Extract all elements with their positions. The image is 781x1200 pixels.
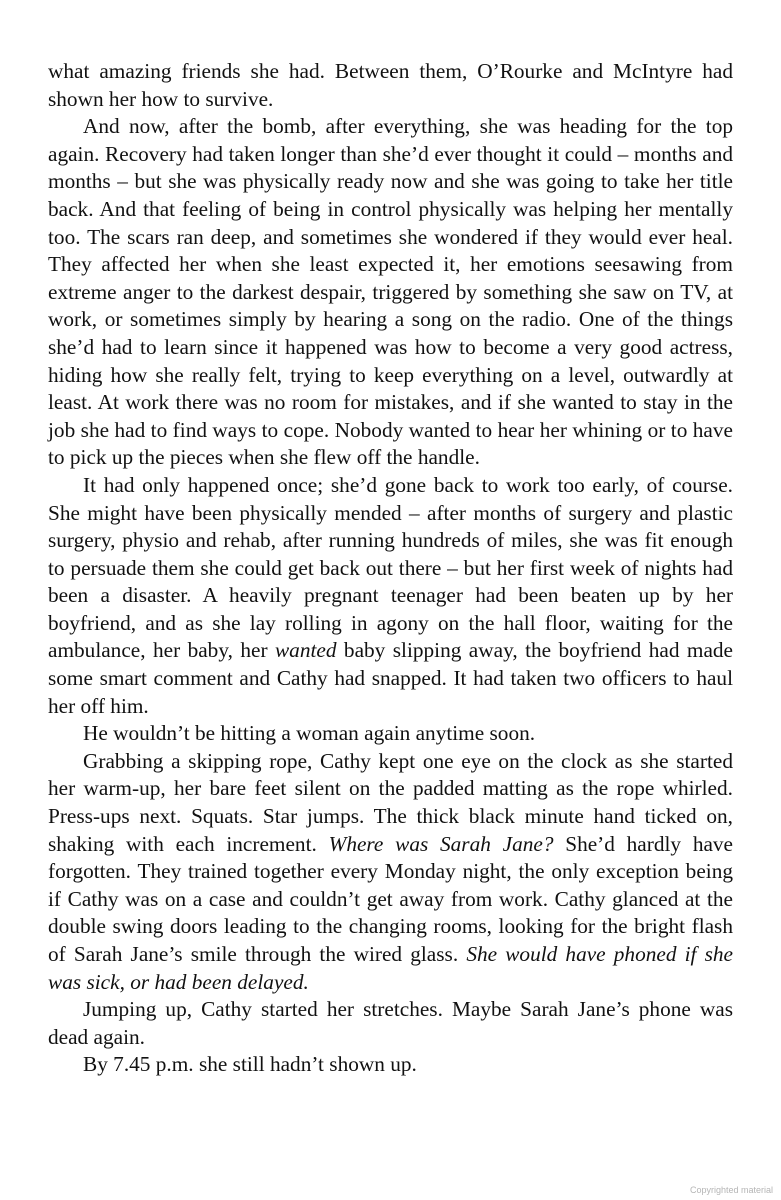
paragraph-3-text-b: baby slipping away, the boyfriend had made some smart comment and Cathy had snapped. It had taken two officers to haul her off him. [48, 638, 733, 718]
paragraph-5-emphasis-1: Where was Sarah Jane? [328, 831, 554, 856]
paragraph-3 [48, 472, 733, 720]
paragraph-3-text-a: It had only happened once; she’d gone back to work too early, of course. She might have been physically mended – after months of surgery and plastic surgery, physio and rehab, after running hundreds of miles, she was fit enough to persuade them she could get back out there – but her first week of nights had been a disaster. A heavily pregnant teenager had been beaten up by her boyfriend, and as she lay rolling in agony on the hall floor, waiting for the ambulance, her baby, her [48, 472, 733, 663]
paragraph-3-emphasis: wanted [274, 638, 337, 663]
paragraph-2-text: And now, after the bomb, after everything, she was heading for the top again. Recovery had taken longer than she’d ever thought it could – months and months – but she was physically ready now and she was going to take her title back. And that feeling of being in control physically was helping her mentally too. The scars ran deep, and sometimes she wondered if they would ever heal. They affected her when she least expected it, her emotions seesawing from extreme anger to the darkest despair, triggered by something she saw on TV, at work, or sometimes simply by hearing a song on the radio. One of the things she’d had to learn since it happened was how to become a very good actress, hiding how she really felt, trying to keep everything on a level, outwardly at least. At work there was no room for mistakes, and if she wanted to stay in the job she had to find ways to cope. Nobody wanted to hear her whining or to have to pick up the pieces when she flew off the handle. [48, 114, 733, 470]
paragraph-6-text: Jumping up, Cathy started her stretches. Maybe Sarah Jane’s phone was dead again. [48, 997, 733, 1049]
paragraph-5-text-a: Grabbing a skipping rope, Cathy kept one eye on the clock as she started her warm-up, her bare feet silent on the padded matting as the rope whirled. Press-ups next. Squats. Star jumps. The thick black minute hand ticked on, shaking with each increment. [48, 748, 733, 856]
paragraph-7-text: By 7.45 p.m. she still hadn’t shown up. [83, 1052, 417, 1077]
paragraph-1 [48, 58, 733, 113]
paragraph-2 [48, 113, 733, 472]
paragraph-7 [48, 1051, 733, 1079]
paragraph-6 [48, 996, 733, 1051]
book-page [48, 58, 733, 1079]
paragraph-1-text: what amazing friends she had. Between them, O’Rourke and McIntyre had shown her how to survive. [48, 59, 733, 111]
paragraph-4-text: He wouldn’t be hitting a woman again anytime soon. [83, 721, 536, 746]
copyright-watermark: Copyrighted material [689, 1185, 773, 1195]
paragraph-5-emphasis-2: She would have phoned if she was sick, or had been delayed. [48, 942, 733, 994]
paragraph-4 [48, 720, 733, 748]
paragraph-5-text-b: She’d hardly have forgotten. They trained together every Monday night, the only exception being if Cathy was on a case and couldn’t get away from work. Cathy glanced at the double swing doors leading to the changing rooms, looking for the bright flash of Sarah Jane’s smile through the wired glass. [48, 831, 734, 966]
paragraph-5 [48, 748, 733, 996]
